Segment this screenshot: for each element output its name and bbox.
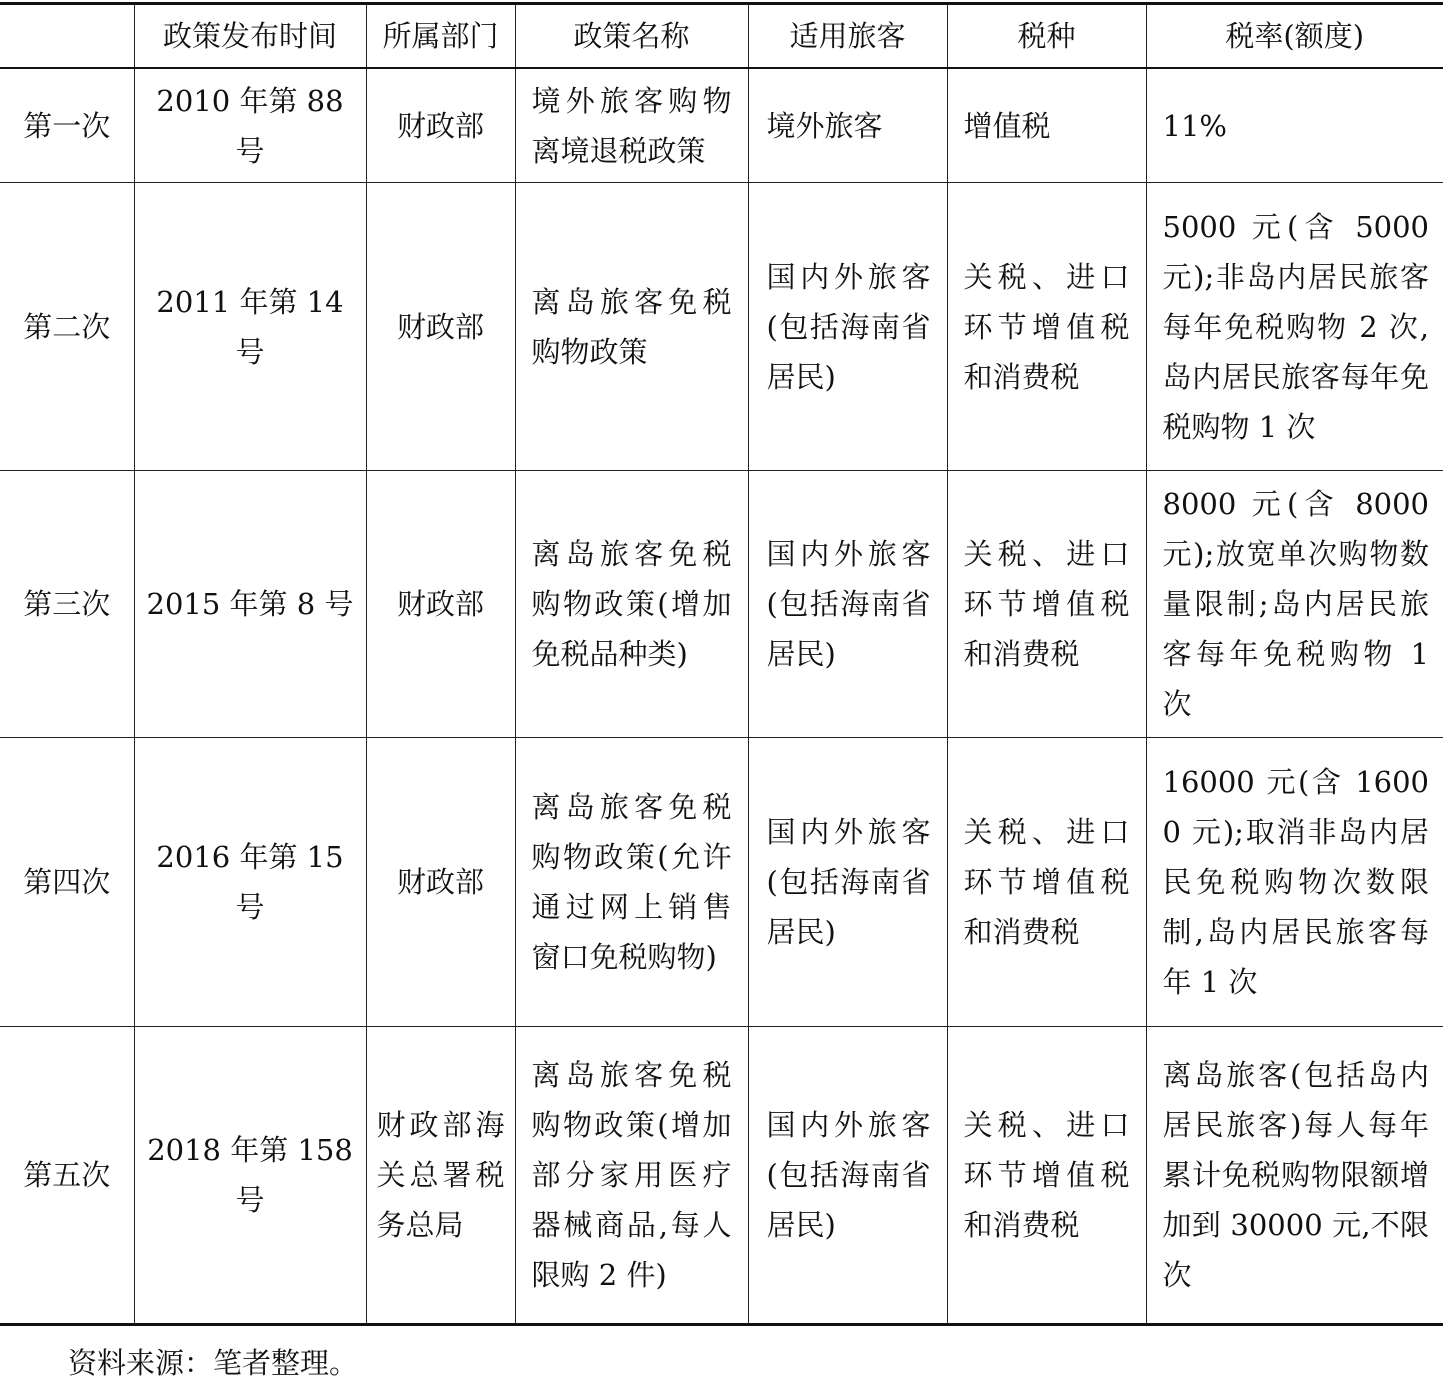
cell-department: 财政部 (366, 68, 515, 183)
table-row (0, 183, 1443, 471)
cell-round: 第四次 (0, 738, 134, 1027)
header-round (0, 4, 134, 69)
cell-rate: 5000 元(含 5000 元);非岛内居民旅客每年免税购物 2 次,岛内居民旅客每年免税购物 1 次 (1146, 183, 1443, 471)
cell-travelers: 国内外旅客(包括海南省居民) (748, 471, 947, 738)
header-travelers: 适用旅客 (748, 4, 947, 69)
table-row (0, 738, 1443, 1027)
cell-department: 财政部海关总署税务总局 (366, 1027, 515, 1325)
cell-round: 第一次 (0, 68, 134, 183)
cell-rate: 11% (1146, 68, 1443, 183)
table-row (0, 1027, 1443, 1325)
header-tax-type: 税种 (947, 4, 1146, 69)
cell-policy: 境外旅客购物离境退税政策 (515, 68, 748, 183)
header-department: 所属部门 (366, 4, 515, 69)
cell-department: 财政部 (366, 183, 515, 471)
cell-date: 2010 年第 88 号 (134, 68, 366, 183)
table-row (0, 68, 1443, 183)
header-date: 政策发布时间 (134, 4, 366, 69)
header-policy: 政策名称 (515, 4, 748, 69)
cell-policy: 离岛旅客免税购物政策(增加免税品种类) (515, 471, 748, 738)
cell-rate: 16000 元(含 16000 元);取消非岛内居民免税购物次数限制,岛内居民旅客每年 1 次 (1146, 738, 1443, 1027)
source-note: 资料来源：笔者整理。 (68, 1346, 359, 1380)
cell-tax-type: 关税、进口环节增值税和消费税 (947, 738, 1146, 1027)
table-row (0, 471, 1443, 738)
cell-policy: 离岛旅客免税购物政策(允许通过网上销售窗口免税购物) (515, 738, 748, 1027)
cell-round: 第二次 (0, 183, 134, 471)
cell-tax-type: 关税、进口环节增值税和消费税 (947, 471, 1146, 738)
cell-rate: 8000 元(含 8000 元);放宽单次购物数量限制;岛内居民旅客每年免税购物 1 次 (1146, 471, 1443, 738)
cell-tax-type: 关税、进口环节增值税和消费税 (947, 183, 1146, 471)
cell-policy: 离岛旅客免税购物政策 (515, 183, 748, 471)
cell-travelers: 国内外旅客(包括海南省居民) (748, 738, 947, 1027)
cell-tax-type: 关税、进口环节增值税和消费税 (947, 1027, 1146, 1325)
header-rate: 税率(额度) (1146, 4, 1443, 69)
policy-table (0, 2, 1443, 1326)
cell-rate: 离岛旅客(包括岛内居民旅客)每人每年累计免税购物限额增加到 30000 元,不限次 (1146, 1027, 1443, 1325)
cell-date: 2011 年第 14 号 (134, 183, 366, 471)
cell-date: 2016 年第 15 号 (134, 738, 366, 1027)
cell-tax-type: 增值税 (947, 68, 1146, 183)
cell-department: 财政部 (366, 738, 515, 1027)
cell-date: 2015 年第 8 号 (134, 471, 366, 738)
cell-department: 财政部 (366, 471, 515, 738)
cell-travelers: 国内外旅客(包括海南省居民) (748, 183, 947, 471)
cell-travelers: 国内外旅客(包括海南省居民) (748, 1027, 947, 1325)
cell-round: 第五次 (0, 1027, 134, 1325)
cell-date: 2018 年第 158 号 (134, 1027, 366, 1325)
cell-round: 第三次 (0, 471, 134, 738)
cell-policy: 离岛旅客免税购物政策(增加部分家用医疗器械商品,每人限购 2 件) (515, 1027, 748, 1325)
cell-travelers: 境外旅客 (748, 68, 947, 183)
table-header-row (0, 4, 1443, 69)
